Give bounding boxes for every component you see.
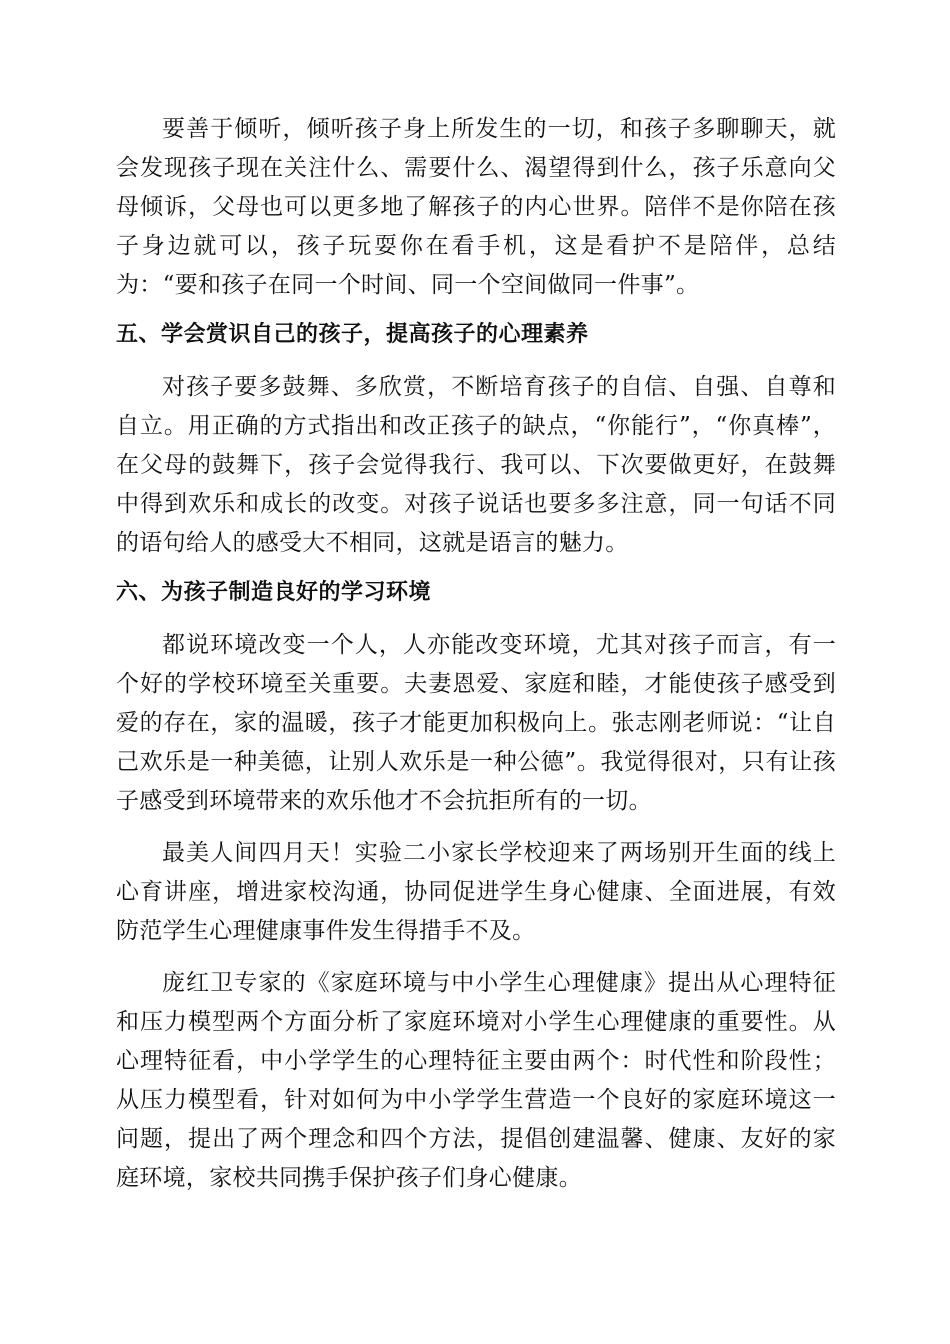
paragraph-listening: 要善于倾听，倾听孩子身上所发生的一切，和孩子多聊聊天，就会发现孩子现在关注什么、需要什么、渴望得到什么，孩子乐意向父母倾诉，父母也可以更多地了解孩子的内心世界。陪伴不是你陪在孩子身边就可以，孩子玩耍你在看手机，这是看护不是陪伴，总结为：“要和孩子在同一个时间、同一个空间做同一件事”。 <box>116 116 836 298</box>
paragraph-lecture-intro: 最美人间四月天！实验二小家长学校迎来了两场别开生面的线上心育讲座，增进家校沟通，协同促进学生身心健康、全面进展，有效防范学生心理健康事件发生得措手不及。 <box>116 840 836 944</box>
document-body <box>116 110 836 1211</box>
paragraph-appreciation: 对孩子要多鼓舞、多欣赏，不断培育孩子的自信、自强、自尊和自立。用正确的方式指出和改正孩子的缺点，“你能行”，“你真棒”，在父母的鼓舞下，孩子会觉得我行、我可以、下次要做更好，在鼓舞中得到欢乐和成长的改变。对孩子说话也要多多注意，同一句话不同的语句给人的感受大不相同，这就是语言的魅力。 <box>116 374 836 556</box>
paragraph-expert-talk: 庞红卫专家的《家庭环境与中小学生心理健康》提出从心理特征和压力模型两个方面分析了家庭环境对小学生心理健康的重要性。从心理特征看，中小学学生的心理特征主要由两个：时代性和阶段性；从压力模型看，针对如何为中小学学生营造一个良好的家庭环境这一问题，提出了两个理念和四个方法，提倡创建温馨、健康、友好的家庭环境，家校共同携手保护孩子们身心健康。 <box>116 970 836 1191</box>
section-heading-5: 五、学会赏识自己的孩子，提高孩子的心理素养 <box>116 322 589 347</box>
paragraph-environment: 都说环境改变一个人，人亦能改变环境，尤其对孩子而言，有一个好的学校环境至关重要。夫妻恩爱、家庭和睦，才能使孩子感受到爱的存在，家的温暖，孩子才能更加积极向上。张志刚老师说：“让自己欢乐是一种美德，让别人欢乐是一种公德”。我觉得很对，只有让孩子感受到环境带来的欢乐他才不会抗拒所有的一切。 <box>116 632 836 814</box>
section-heading-6: 六、为孩子制造良好的学习环境 <box>116 580 432 605</box>
